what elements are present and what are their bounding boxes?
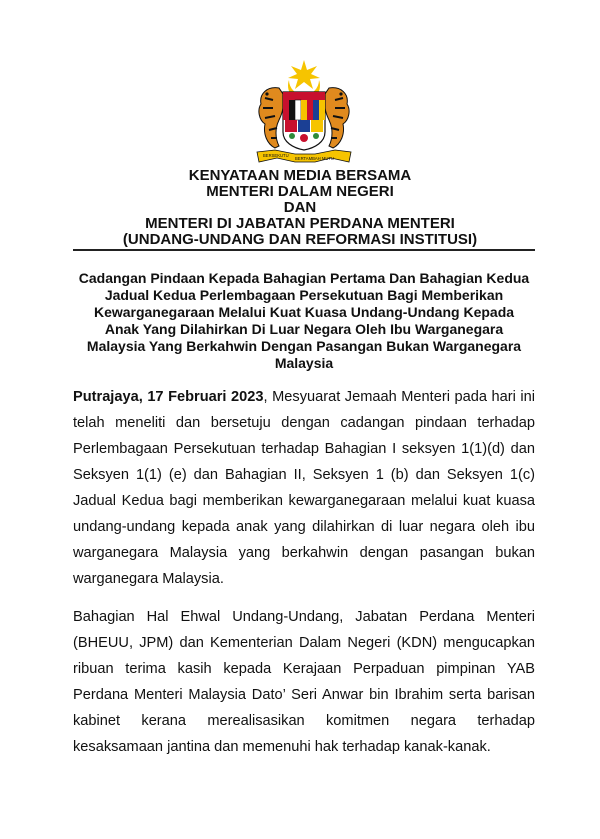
paragraph-1-text: , Mesyuarat Jemaah Menteri pada hari ini telah meneliti dan bersetuju dengan cadangan pindaan terhadap Perlembagaan Persekutuan terhadap Bahagian I seksyen 1(1)(d) dan Seksyen 1(1) (e) dan Bahagian II, Seksyen 1 (b) dan Seksyen 1(c) Jadual Kedua bagi memberikan kewarganegaraan melalui kuat kuasa undang-undang kepada anak yang dilahirkan di luar negara oleh ibu warganegara Malaysia yang berkahwin dengan pasangan bukan warganegara Malaysia.	[73, 389, 536, 587]
heading-line: (UNDANG-UNDANG DAN REFORMASI INSTITUSI)	[122, 231, 478, 248]
statement-heading	[0, 168, 600, 248]
heading-line: MENTERI DI JABATAN PERDANA MENTERI	[145, 215, 455, 232]
heading-line: MENTERI DALAM NEGERI	[206, 183, 394, 200]
heading-divider	[73, 249, 535, 251]
subject-line: Anak Yang Dilahirkan Di Luar Negara Oleh Ibu Warganegara	[104, 321, 504, 337]
coat-of-arms-logo	[245, 58, 363, 168]
paragraph-2-text: Bahagian Hal Ehwal Undang-Undang, Jabatan Perdana Menteri (BHEUU, JPM) dan Kementerian Dalam Negeri (KDN) mengucapkan ribuan terima kasih kepada Kerajaan Perpaduan pimpinan YAB Perdana Menteri Malaysia Dato’ Seri Anwar bin Ibrahim serta barisan kabinet kerana merealisasikan komitmen negara terhadap kesaksamaan jantina dan memenuhi hak terhadap kanak-kanak.	[73, 609, 535, 755]
statement-subject	[66, 270, 542, 372]
subject-line: Malaysia Yang Berkahwin Dengan Pasangan Bukan Warganegara	[86, 338, 522, 354]
motto-left-text: BERSEKUTU	[263, 153, 289, 158]
heading-line: KENYATAAN MEDIA BERSAMA	[188, 167, 412, 184]
body-paragraph-2	[73, 604, 535, 760]
subject-line: Jadual Kedua Perlembagaan Persekutuan Bagi Memberikan	[104, 287, 504, 303]
star-icon	[288, 60, 320, 89]
heading-line: DAN	[283, 199, 317, 216]
left-tiger-icon	[259, 88, 284, 148]
subject-line: Kewarganegaraan Melalui Kuat Kuasa Undang-Undang Kepada	[93, 304, 515, 320]
dateline: Putrajaya, 17 Februari 2023	[73, 389, 264, 405]
body-paragraph-1	[73, 384, 535, 592]
shield-icon	[283, 92, 325, 150]
motto-right-text: BERTAMBAH MUTU	[295, 156, 334, 161]
right-tiger-icon	[324, 88, 349, 148]
subject-line: Malaysia	[274, 355, 334, 371]
motto-scroll	[257, 150, 351, 162]
subject-line: Cadangan Pindaan Kepada Bahagian Pertama Dan Bahagian Kedua	[78, 270, 530, 286]
